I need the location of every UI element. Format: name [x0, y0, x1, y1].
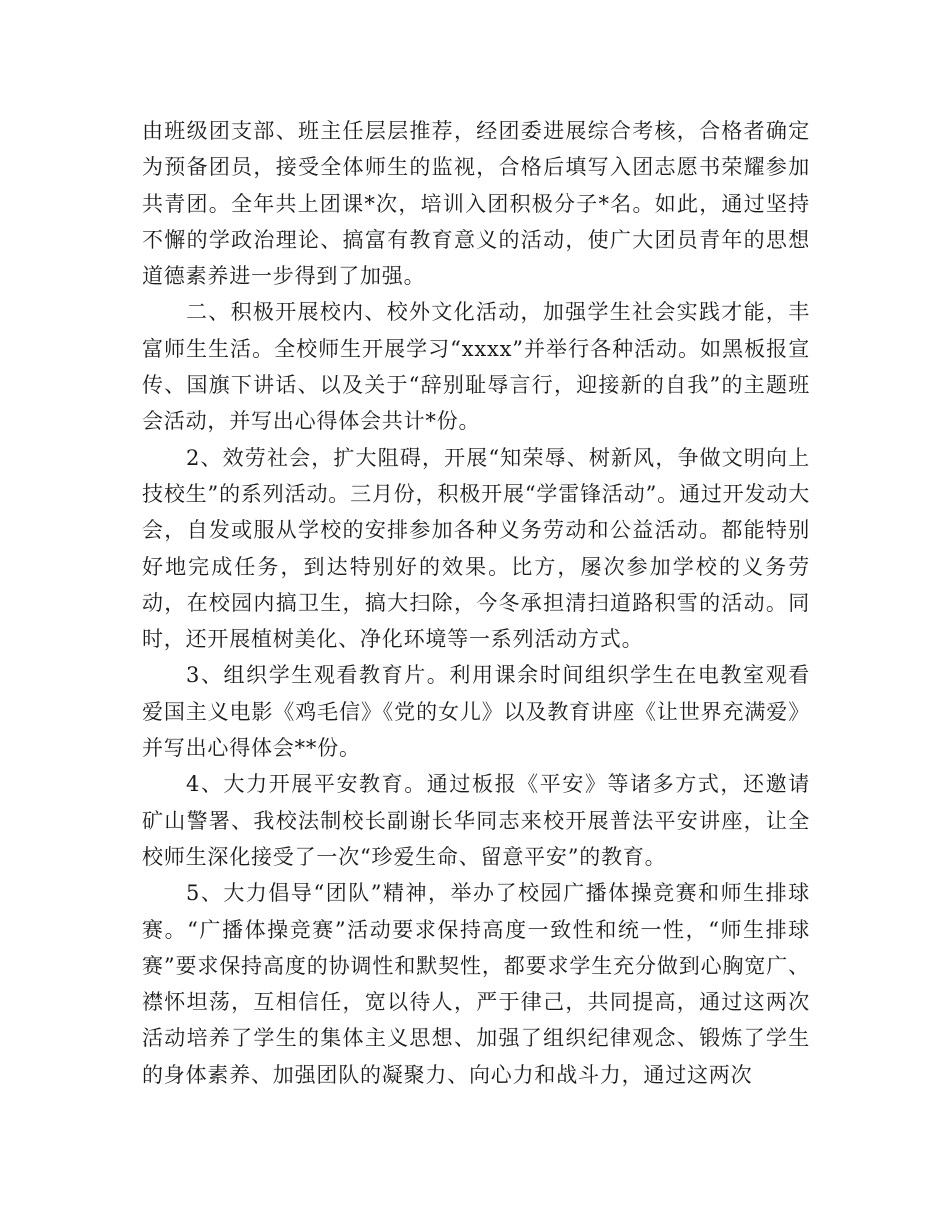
paragraph-education-films: 3、组织学生观看教育片。利用课余时间组织学生在电教室观看爱国主义电影《鸡毛信》《党的女儿》以及教育讲座《让世界充满爱》并写出心得体会**份。	[142, 663, 810, 761]
paragraph-team-spirit: 5、大力倡导“团队”精神，举办了校园广播体操竞赛和师生排球赛。“广播体操竞赛”活动要求保持高度一致性和统一性，“师生排球赛”要求保持高度的协调性和默契性，都要求学生充分做到心胸宽广、襟怀坦荡，互相信任，宽以待人，严于律己，共同提高，通过这两次活动培养了学生的集体主义思想、加强了组织纪律观念、锻炼了学生的身体素养、加强团队的凝聚力、向心力和战斗力，通过这两次	[142, 881, 810, 1087]
document-body	[142, 113, 810, 1093]
paragraph-cultural-activities: 二、积极开展校内、校外文化活动，加强学生社会实践才能，丰富师生生活。全校师生开展学习“xxxx”并举行各种活动。如黑板报宣传、国旗下讲话、以及关于“辞别耻辱言行，迎接新的自我”的主题班会活动，并写出心得体会共计*份。	[142, 300, 810, 434]
paragraph-membership: 由班级团支部、班主任层层推荐，经团委进展综合考核，合格者确定为预备团员，接受全体师生的监视，合格后填写入团志愿书荣耀参加共青团。全年共上团课*次，培训入团积极分子*名。如此，通过坚持不懈的学政治理论、搞富有教育意义的活动，使广大团员青年的思想道德素养进一步得到了加强。	[142, 119, 810, 289]
paragraph-community-service: 2、效劳社会，扩大阻碍，开展“知荣辱、树新风，争做文明向上技校生”的系列活动。三月份，积极开展“学雷锋活动”。通过开发动大会，自发或服从学校的安排参加各种义务劳动和公益活动。都能特别好地完成任务，到达特别好的效果。比方，屡次参加学校的义务劳动，在校园内搞卫生，搞大扫除，今冬承担清扫道路积雪的活动。同时，还开展植树美化、净化环境等一系列活动方式。	[142, 445, 810, 652]
paragraph-safety-education: 4、大力开展平安教育。通过板报《平安》等诸多方式，还邀请矿山警署、我校法制校长副谢长华同志来校开展普法平安讲座，让全校师生深化接受了一次“珍爱生命、留意平安”的教育。	[142, 772, 810, 869]
